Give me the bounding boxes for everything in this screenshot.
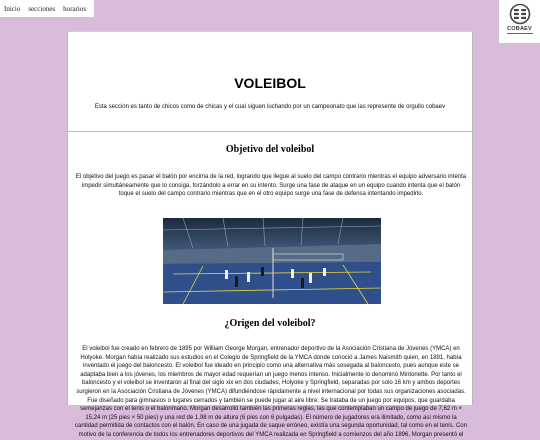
player bbox=[247, 272, 250, 282]
section-divider bbox=[68, 131, 472, 132]
origin-text: El voleibol fue creado en febrero de 1895 por William George Morgan, entrenador deportivo de la Asociación Cristiana de Jóvenes (YMCA) en Holyoke. Morgan había realizado sus estudios en el Colegio de Springfield de la YMCA donde conoció a James Naismith quien, en 1891, había inventado el juego del baloncesto. El voleibol fue ideado en principio como una alternativa más sosegada al baloncesto, pues aunque este se adaptaba bien a los jóvenes, los miembros de mayor edad requerían un juego menos intenso. Inicialmente lo denominó Mintonette. Por tanto el baloncesto y el voleibol se inventaron al final del siglo xix en dos ciudades, Holyoke y Springfield, separadas por solo 16 km y ambos deportes surgieron en la Asociación Cristiana de Jóvenes (YMCA) difundiéndose rápidamente a nivel internacional por todas sus organizaciones asociadas. Fue diseñado para gimnasios o lugares cerrados y también se puede jugar al aire libre. Se trataba de un juego por equipos, que guardaba semejanzas con el tenis o el balonmano. Morgan desarrolló también las primeras reglas, las que contemplaban un campo de juego de 7,62 m × 15,24 m (25 pies × 50 pies) y una red de 1,98 m de altura (6 pies con 6 pulgadas). El número de jugadores era ilimitado, como así mismo la cantidad permitida de contactos con el balón. En caso de una jugada de saque erróneo, existía una segunda oportunidad, tal como en el tenis. Con motivo de la conferencia de todos los entrenadores deportivos del YMCA realizada en Springfield a comienzos del año 1896, Morgan presentó el bbox=[75, 346, 467, 438]
cobaev-logo bbox=[499, 0, 540, 43]
main-content bbox=[67, 31, 473, 438]
page-subtitle: Esta seccion es tanto de chicos como de chicas y el cual siguen luchando por un campeonato que las represente de orgullo cobaev bbox=[94, 104, 446, 110]
nav-link-horarios[interactable]: horarios bbox=[63, 4, 87, 13]
player bbox=[323, 268, 326, 276]
origin-heading: ¿Origen del voleibol? bbox=[224, 318, 316, 329]
player bbox=[309, 273, 312, 283]
player bbox=[291, 269, 294, 278]
player bbox=[261, 267, 264, 276]
cobaev-emblem-icon bbox=[509, 3, 531, 25]
logo-text: COBAEV bbox=[507, 26, 532, 32]
player bbox=[225, 270, 228, 279]
player bbox=[235, 276, 238, 287]
objective-text: El objetivo del juego es pasar el balón por encima de la red, logrando que llegue al suelo del campo contrario mientras el equipo adversario intenta impedir simultáneamente que lo consiga, forzándolo a errar en su intento. Surge una fase de ataque en un equipo cuando intenta que el balón toque el suelo del campo contrario mientras que en el otro equipo surge una fase de defensa intentando impedirlo. bbox=[75, 174, 467, 198]
volleyball-gym-photo bbox=[163, 218, 381, 304]
nav-link-inicio[interactable]: Inicio bbox=[4, 4, 21, 13]
court-floor bbox=[163, 262, 381, 304]
nav-link-secciones[interactable]: secciones bbox=[28, 4, 56, 13]
top-rule bbox=[68, 31, 472, 32]
player bbox=[301, 278, 304, 288]
objective-heading: Objetivo del voleibol bbox=[225, 144, 315, 155]
logo-underline bbox=[507, 33, 533, 34]
top-nav bbox=[0, 0, 94, 17]
page-title: VOLEIBOL bbox=[234, 75, 306, 91]
